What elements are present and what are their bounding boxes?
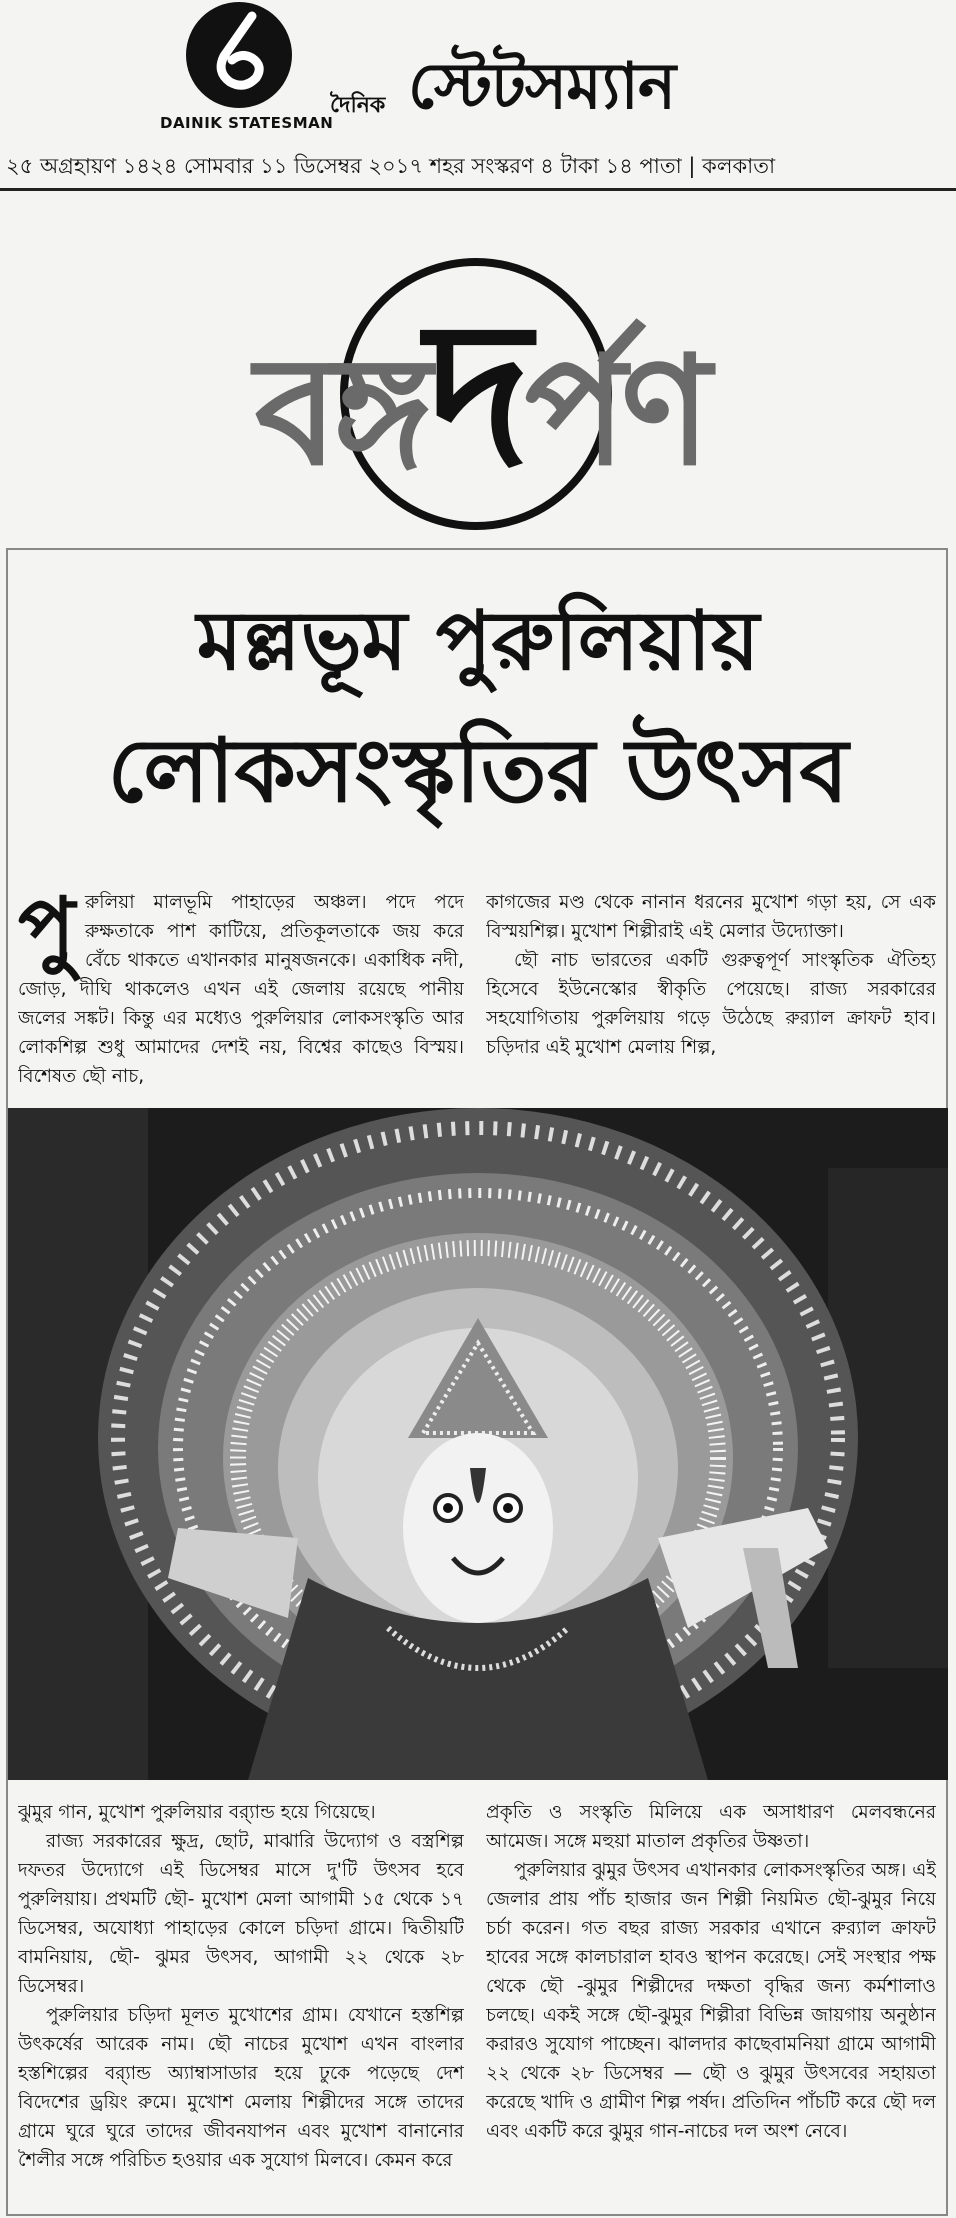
- article-paragraph: [18, 888, 464, 1091]
- article-paragraph: পুরুলিয়ার ঝুমুর উৎসব এখানকার লোকসংস্কৃতির অঙ্গ। এই জেলার প্রায় পাঁচ হাজার জন শিল্পী নিয়মিত ছৌ-ঝুমুর নিয়ে চর্চা করেন। গত বছর রাজ্য সরকার এখানে রুর‍্যাল ক্রাফট হাবের সঙ্গে কালচারাল হাবও স্থাপন করেছে। সেই সংস্থার পক্ষ থেকে ছৌ -ঝুমুর শিল্পীদের দক্ষতা বৃদ্ধির জন্য কর্মশালাও চলছে। একই সঙ্গে ছৌ-ঝুমুর শিল্পীরা বিভিন্ন জায়গায় অনুষ্ঠান করারও সুযোগ পাচ্ছেন। ঝালদার কাছেবামনিয়া গ্রামে আগামী ২২ থেকে ২৮ ডিসেম্বর — ছৌ ও ঝুমুর উৎসবের সহায়তা করেছে খাদি ও গ্রামীণ শিল্প পর্ষদ। প্রতিদিন পাঁচটি করে ছৌ দল এবং একটি করে ঝুমুর গান-নাচের দল অংশ নেবে।: [486, 1860, 936, 2142]
- article-column-2-top: [486, 888, 936, 1102]
- section-logo-part1: বঙ্গ: [254, 325, 426, 499]
- section-logo-part3: র্পণ: [524, 325, 706, 499]
- paragraph-text: রুলিয়া মালভূমি পাহাড়ের অঞ্চল। পদে পদে রুক্ষতাকে পাশ কাটিয়ে, প্রতিকূলতাকে জয় করে বেঁচে থাকতে এখানকার মানুষজনকে। একাধিক নদী, জোড়, দীঘি থাকলেও এখন এই জেলায় রয়েছে পানীয় জলের সঙ্কট। কিন্তু এর মধ্যেও পুরুলিয়ার লোকসংস্কৃতি আর লোকশিল্প শুধু আমাদের দেশই নয়, বিশ্বের কাছেও বিস্ময়। বিশেষত ছৌ নাচ,: [18, 892, 464, 1087]
- newspaper-name: স্টেটসম্যান: [408, 50, 676, 124]
- section-logo-part2: দ: [425, 278, 525, 511]
- article-paragraph: ছৌ নাচ ভারতের একটি গুরুত্বপূর্ণ সাংস্কৃতিক ঐতিহ্য হিসেবে ইউনেস্কোর স্বীকৃতি পেয়েছে। রাজ্য সরকারের সহযোগিতায় পুরুলিয়ায় গড়ে উঠেছে রুর‍্যাল ক্রাফট হাব। চড়িদার এই মুখোশ মেলায় শিল্প,: [486, 950, 936, 1058]
- masthead-divider: [0, 188, 956, 191]
- logo-dainik-text: দৈনিক: [330, 93, 386, 118]
- article-column-2-bottom: [486, 1798, 936, 2214]
- article-paragraph: পুরুলিয়ার চড়িদা মূলত মুখোশের গ্রাম। যেখানে হস্তশিল্প উৎকর্ষের আরেক নাম। ছৌ নাচের মুখোশ এখন বাংলার হস্তশিল্পের ব্র‍্যান্ড অ্যাম্বাসাডার হয়ে ঢুকে পড়েছে দেশ বিদেশের ড্রয়িং রুমে। মুখোশ মেলায় শিল্পীদের সঙ্গে তাদের গ্রামে ঘুরে ঘুরে তাদের জীবনযাপন এবং মুখোশ বানানোর শৈলীর সঙ্গে পরিচিত হওয়ার এক সুযোগ মিলবে। কেমন করে: [18, 2005, 464, 2171]
- chhau-mask-photo: [8, 1108, 948, 1780]
- masthead: [0, 0, 956, 200]
- article-paragraph: ঝুমুর গান, মুখোশ পুরুলিয়ার ব্র‍্যান্ড হয়ে গিয়েছে।: [18, 1802, 376, 1823]
- article-column-1-top: [18, 888, 464, 1102]
- article-paragraph: কাগজের মণ্ড থেকে নানান ধরনের মুখোশ গড়া হয়, সে এক বিস্ময়শিল্প। মুখোশ শিল্পীরাই এই মেলার উদ্যোক্তা।: [486, 892, 936, 942]
- article-column-1-bottom: [18, 1798, 464, 2214]
- section-logo: [150, 278, 810, 511]
- dateline: ২৫ অগ্রহায়ণ ১৪২৪ সোমবার ১১ ডিসেম্বর ২০১৭ শহর সংস্করণ ৪ টাকা ১৪ পাতা | কলকাতা: [6, 154, 776, 178]
- headline-line1: মল্লভূম পুরুলিয়ায়: [196, 594, 760, 689]
- headline-line2: লোকসংস্কৃতির উৎসব: [107, 719, 849, 822]
- article-paragraph: রাজ্য সরকারের ক্ষুদ্র, ছোট, মাঝারি উদ্যোগ ও বস্ত্রশিল্প দফতর উদ্যোগে এই ডিসেম্বর মাসে দু'টি উৎসব হবে পুরুলিয়ায়। প্রথমটি ছৌ- মুখোশ মেলা আগামী ১৫ থেকে ১৭ ডিসেম্বর, অযোধ্যা পাহাড়ের কোলে চড়িদা গ্রামে। দ্বিতীয়টি বামনিয়ায়, ছৌ- ঝুমর উৎসব, আগামী ২২ থেকে ২৮ ডিসেম্বর।: [18, 1831, 464, 1997]
- drop-cap: পু: [18, 888, 76, 977]
- statesman-logo-mark-icon: [186, 2, 292, 108]
- logo-english-text: DAINIK STATESMAN: [160, 114, 334, 132]
- statesman-logo: [186, 2, 292, 108]
- article-paragraph: প্রকৃতি ও সংস্কৃতি মিলিয়ে এক অসাধারণ মেলবন্ধনের আমেজ। সঙ্গে মহুয়া মাতাল প্রকৃতির উষ্ণতা।: [486, 1802, 936, 1852]
- chhau-mask-image: [8, 1108, 948, 1780]
